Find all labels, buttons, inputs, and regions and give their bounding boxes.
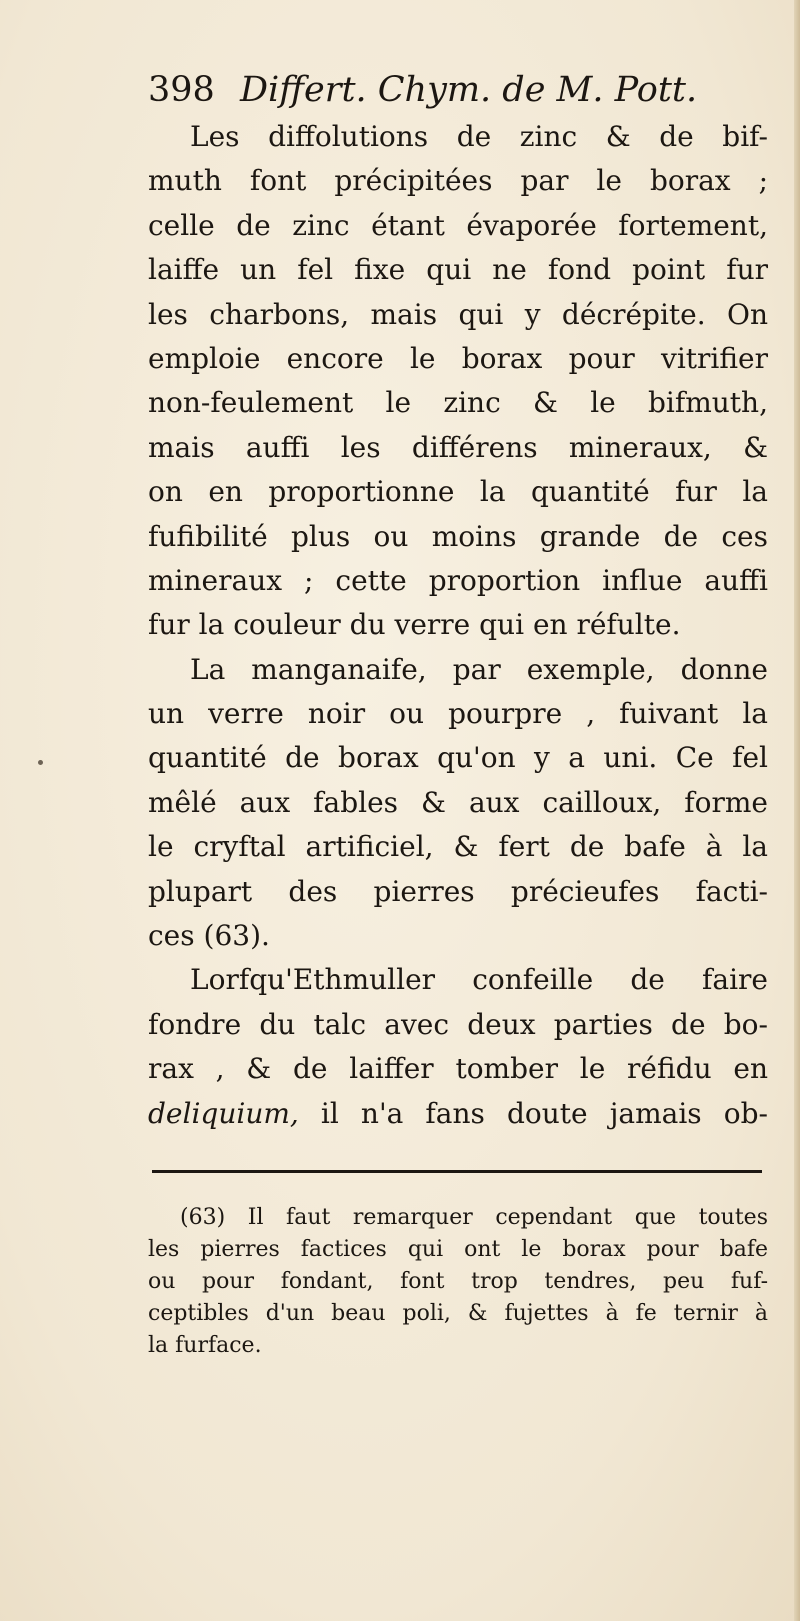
footnote-rule [152,1170,762,1173]
footnote-line: les pierres factices qui ont le borax pour bafe [148,1237,768,1262]
footnote-line: la furface. [148,1333,262,1358]
text-line: mêlé aux fables & aux cailloux, forme [148,785,768,819]
text-line: Lorfqu'Ethmuller confeille de faire [190,963,768,997]
text-line: le cryftal artificiel, & fert de bafe à la [148,830,768,864]
text-line: on en proportionne la quantité fur la [148,475,768,509]
text-line: fondre du talc avec deux parties de bo- [148,1007,768,1041]
text-line: quantité de borax qu'on y a uni. Ce fel [148,741,768,775]
text-line: rax , & de laiffer tomber le réfidu en [148,1052,768,1086]
page-number: 398 [148,70,215,110]
text-line: emploie encore le borax pour vitrifier [148,341,768,375]
text-line: mineraux ; cette proportion influe auffi [148,563,768,597]
text-line: muth font précipitées par le borax ; [148,164,768,198]
text-line: mais auffi les différens mineraux, & [148,430,768,464]
text-line: celle de zinc étant évaporée fortement, [148,208,768,242]
running-header [148,70,768,110]
text-line-with-italic [148,1092,768,1136]
footnote [148,1202,768,1362]
footnote-line: ou pour fondant, font trop tendres, peu fuf- [148,1269,768,1294]
text-line: laiffe un fel fixe qui ne fond point fur [148,253,768,287]
page-edge [794,0,800,1621]
text-line: un verre noir ou pourpre , fuivant la [148,697,768,731]
text-line-rest: il n'a fans doute jamais ob- [320,1096,768,1130]
italic-term: deliquium, [148,1096,299,1130]
text-line: fufibilité plus ou moins grande de ces [148,519,768,553]
text-line: non-feulement le zinc & le bifmuth, [148,386,768,420]
text-line: les charbons, mais qui y décrépite. On [148,297,768,331]
running-title: Differt. Chym. de M. Pott. [239,70,698,110]
text-line: fur la couleur du verre qui en réfulte. [148,608,681,642]
text-line: ces (63). [148,919,270,953]
main-text [148,115,768,1136]
text-line: Les diffolutions de zinc & de bif- [190,120,768,153]
footnote-line: ceptibles d'un beau poli, & fujettes à fe ternir à [148,1301,768,1326]
footnote-line: (63) Il faut remarquer cependant que toutes [180,1205,768,1230]
text-line: plupart des pierres précieufes facti- [148,874,768,908]
ink-speck [38,760,43,765]
text-line: La manganaife, par exemple, donne [190,652,768,686]
